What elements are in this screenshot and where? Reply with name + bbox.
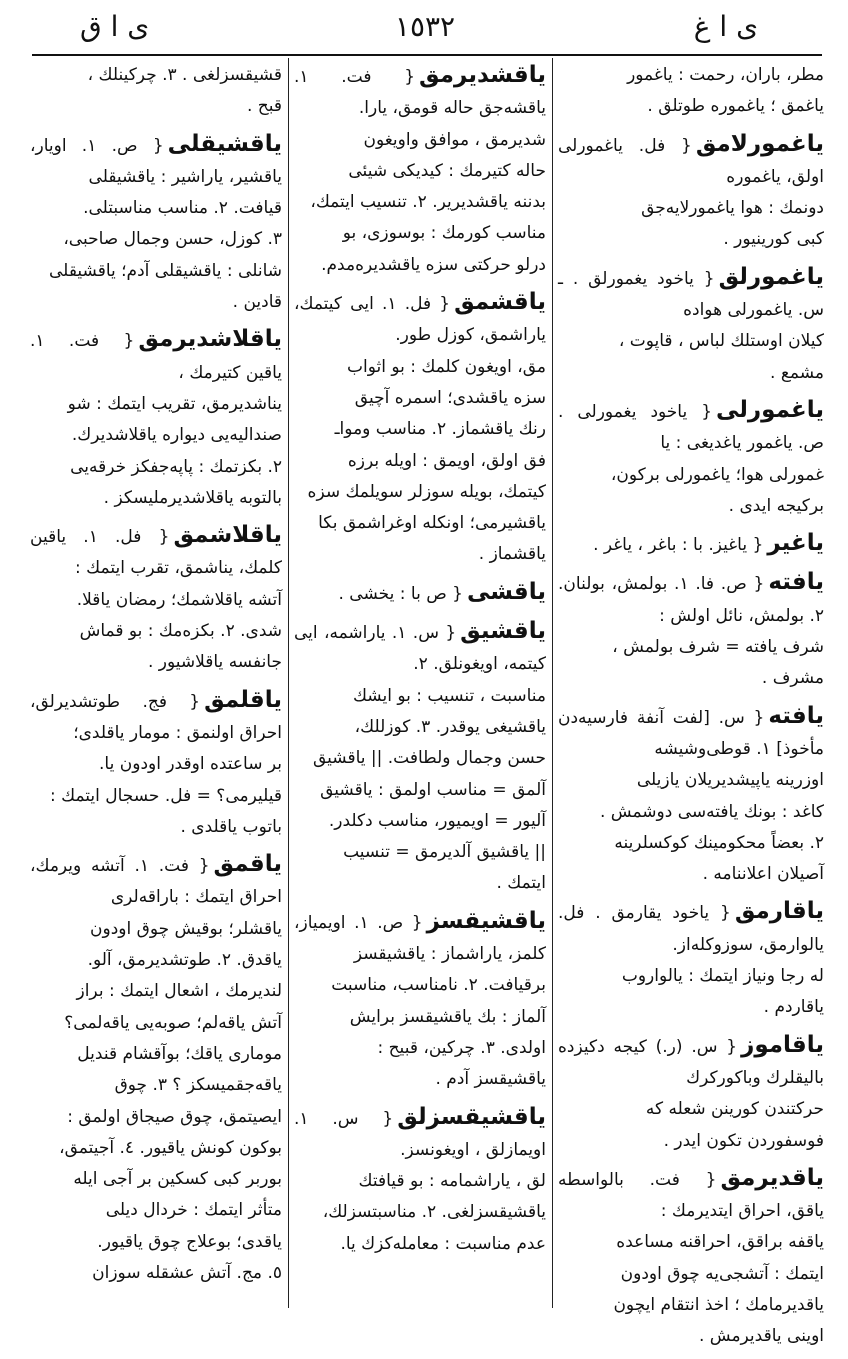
- entry-text: قادین .: [232, 292, 282, 313]
- entry-line: [30, 256, 282, 287]
- entry-text: حاله کتیرمك : کیدیکی شیئی: [348, 160, 546, 181]
- entry-headword: یاقاموز: [741, 1031, 824, 1058]
- entry-text: یاقدی؛ بوعلاج چوق یاقیور.: [97, 1231, 282, 1252]
- dictionary-entry: [30, 129, 282, 319]
- entry-line: [294, 187, 546, 218]
- entry-text: { فت. بالواسطه یاقق، احراق ایتدیرمك :: [558, 1169, 824, 1222]
- dictionary-entry: [558, 528, 824, 561]
- entry-line: [558, 224, 824, 255]
- dictionary-entry: [30, 520, 282, 678]
- entry-text: { فل. یاغمورلی اولق، یاغموره: [558, 135, 824, 187]
- entry-text: حرکتندن کورینن شعله که: [645, 1099, 824, 1120]
- entry-line: [294, 125, 546, 156]
- entry-text: سزه یاقشدی؛ اسمره آچیق: [354, 387, 546, 408]
- dictionary-entry: [30, 849, 282, 1289]
- entry-line: [294, 577, 546, 610]
- entry-line: [30, 420, 282, 451]
- entry-text: بدننه یاقشدیریر. ٢. تنسیب ایتمك،: [310, 192, 546, 213]
- entry-line: [30, 616, 282, 647]
- entry-line: [294, 1002, 546, 1033]
- entry-text: قیافت. ٢. مناسب مناسبتلی.: [83, 198, 282, 219]
- entry-text: آلمق = مناسب اولمق : یاقشیق: [320, 779, 546, 800]
- entry-text: عدم مناسبت : معامله‌کزك یا.: [340, 1233, 546, 1254]
- entry-line: [558, 663, 824, 694]
- entry-text: || یاقشیق آلدیرمق = تنسیب: [343, 842, 546, 863]
- entry-line: [30, 224, 282, 255]
- entry-line: [558, 60, 824, 91]
- entry-headword: یاقلمق: [204, 686, 282, 713]
- entry-text: مق، اویغون کلمك : بو اثواب: [346, 356, 546, 377]
- entry-line: [30, 520, 282, 585]
- entry-text: ایتمك .: [496, 873, 546, 894]
- entry-text: رنك یاقشماز. ٢. مناسب ومواـ: [334, 419, 546, 440]
- entry-line: [294, 681, 546, 712]
- entry-line: [30, 647, 282, 678]
- entry-line: [294, 1033, 546, 1064]
- entry-text: یاقدق. ٢. طوتشدیرمق، آلو.: [87, 950, 282, 971]
- entry-line: [294, 775, 546, 806]
- entry-line: [294, 1229, 546, 1260]
- entry-text: قبح .: [246, 96, 282, 117]
- entry-line: [558, 992, 824, 1023]
- entry-line: [30, 914, 282, 945]
- entry-line: [558, 91, 824, 122]
- entry-line: [558, 1126, 824, 1157]
- entry-headword: یاقشدیرمق: [419, 62, 546, 88]
- entry-text: شدی. ٢. بکزه‌مك : بو قماش: [79, 621, 282, 642]
- dictionary-entry: [294, 1102, 546, 1260]
- entry-line: [558, 262, 824, 327]
- entry-text: کیلان اوستلك لباس ، قاپوت ،: [618, 331, 824, 352]
- dictionary-entry: [294, 906, 546, 1096]
- entry-text: قیلیرمی؟ = فل. حسجال ایتمك :: [49, 785, 282, 806]
- entry-line: [294, 539, 546, 570]
- column-divider: [288, 58, 289, 1308]
- entry-text: یاقشماز .: [478, 544, 546, 565]
- entry-text: آصیلان اعلاننامه .: [702, 864, 824, 885]
- entry-text: { فج. طوتشدیرلق، احراق اولنمق : مومار یاقلدی؛: [30, 691, 282, 743]
- column-right: [558, 60, 824, 1347]
- entry-text: مطر، باران، رحمت : یاغمور: [627, 65, 824, 85]
- entry-text: متأثر ایتمك : خردال دیلی: [105, 1200, 282, 1221]
- entry-line: [30, 1102, 282, 1133]
- entry-text: حسن وجمال ولطافت. || یاقشیق: [312, 748, 546, 769]
- entry-text: لندیرمك ، اشعال ایتمك : براز: [76, 981, 282, 1002]
- entry-line: [294, 156, 546, 187]
- entry-line: [294, 712, 546, 743]
- entry-line: [558, 896, 824, 961]
- entry-line: [558, 1227, 824, 1258]
- entry-line: [294, 616, 546, 681]
- entry-text: کاغد : بونك یافته‌سی دوشمش .: [599, 801, 824, 822]
- entry-text: درلو حرکتی سزه یاقشدیره‌مدم.: [321, 254, 546, 275]
- entry-text: کیتمك، بویله سوزلر سویلمك سزه: [307, 481, 546, 502]
- entry-text: مشرف .: [761, 668, 824, 689]
- entry-text: برکیجه ایدی .: [728, 495, 824, 516]
- entry-line: [558, 1030, 824, 1095]
- entry-headword: یاقشی: [466, 578, 546, 605]
- dictionary-entry: [558, 567, 824, 694]
- entry-line: [294, 1064, 546, 1095]
- entry-line: [558, 1290, 824, 1321]
- entry-line: [294, 446, 546, 477]
- entry-text: اوینی یاقدیرمش .: [698, 1326, 824, 1347]
- entry-line: [294, 414, 546, 445]
- entry-line: [558, 460, 824, 491]
- entry-line: [558, 961, 824, 992]
- entry-line: [30, 1070, 282, 1101]
- entry-line: [558, 701, 824, 766]
- entry-text: { یاخود یقارمق . فل. یالوارمق، سوزوکله‌از.: [558, 903, 824, 955]
- entry-line: [30, 91, 282, 122]
- entry-line: [30, 60, 282, 91]
- entry-line: [294, 837, 546, 868]
- entry-line: [30, 749, 282, 780]
- entry-line: [30, 812, 282, 843]
- entry-line: [294, 287, 546, 352]
- dictionary-entry: [558, 395, 824, 522]
- entry-text: جانفسه یاقلاشیور .: [147, 652, 282, 673]
- running-header-left: ی ا ق: [80, 10, 150, 43]
- column-middle: [294, 60, 546, 1305]
- entry-text: { س. (ر.) کیجه دکیزده بالیقلرك وباکورکرك: [558, 1036, 824, 1088]
- entry-line: [294, 1197, 546, 1228]
- entry-text: له رجا ونیاز ایتمك : یالواروب: [621, 966, 824, 987]
- entry-text: یاقفه براقق، احراقنه مساعده: [616, 1232, 824, 1253]
- entry-text: { ص. ١. اویمیاز، کلمز، یاراشماز : یاقشیقسز: [294, 912, 546, 965]
- entry-line: [30, 781, 282, 812]
- entry-text: یاقاردم .: [763, 997, 824, 1018]
- entry-text: شرف یافته = شرف بولمش ،: [612, 637, 824, 658]
- entry-line: [294, 743, 546, 774]
- entry-line: [30, 1008, 282, 1039]
- entry-line: [558, 358, 824, 389]
- entry-line: [558, 859, 824, 890]
- entry-text: یاغمق ؛ یاغموره طوتلق .: [647, 96, 824, 117]
- entry-line: [294, 1166, 546, 1197]
- entry-line: [30, 945, 282, 976]
- entry-line: [30, 193, 282, 224]
- entry-text: ٣. کوزل، حسن وجمال صاحبی،: [63, 229, 282, 250]
- entry-text: { ص. فا. ١. بولمش، بولنان. ٢. بولمش، نائل اولش :: [558, 574, 824, 626]
- column-left: [30, 60, 282, 1305]
- entry-line: [558, 765, 824, 796]
- entry-text: ٢. بکزتمك : پاپه‌جفکز خرقه‌یی: [70, 456, 282, 477]
- entry-line: [294, 906, 546, 971]
- entry-line: [558, 828, 824, 859]
- entry-line: [294, 806, 546, 837]
- entry-text: { یاخود یغمورلی . ص. یاغمور یاغدیغی : یا: [558, 401, 824, 454]
- entry-text: بوربر کبی کسکین بر آجی ایله: [73, 1169, 282, 1190]
- entry-line: [558, 528, 824, 561]
- entry-text: { ص با : یخشی .: [338, 583, 463, 604]
- entry-text: صندالیه‌یی دیواره یاقلاشدیرك.: [71, 425, 282, 446]
- dictionary-entry: [558, 896, 824, 1023]
- entry-text: مناسبت ، تنسیب : بو ایشك: [352, 685, 546, 706]
- entry-line: [558, 193, 824, 224]
- entry-headword: یاقارمق: [734, 898, 824, 925]
- entry-text: آتشه یاقلاشمك؛ رمضان یاقلا.: [76, 589, 282, 610]
- entry-headword: یاقمق: [213, 851, 282, 878]
- dictionary-entry: [558, 60, 824, 123]
- entry-headword: یافته: [768, 569, 824, 596]
- entry-text: ٥. مج. آتش عشقله سوزان: [92, 1262, 282, 1283]
- entry-text: بوکون کونش یاقیور. ٤. آجیتمق،: [59, 1137, 282, 1158]
- entry-line: [30, 483, 282, 514]
- entry-text: { فل. ١. یاقین کلمك، یناشمق، تقرب ایتمك :: [30, 527, 282, 579]
- entry-line: [558, 491, 824, 522]
- entry-line: [30, 287, 282, 318]
- entry-line: [30, 324, 282, 389]
- entry-line: [558, 567, 824, 632]
- entry-spacer: [558, 1353, 824, 1359]
- entry-text: { س. [لفت آنفة فارسیه‌دن مأخوذ] ١. قوطی‌وشیشه: [558, 707, 824, 759]
- entry-text: یاقشلر؛ بوقیش چوق اودون: [90, 918, 282, 939]
- entry-text: یاقشیرمی؛ اونکله اوغراشمق بکا: [318, 513, 546, 534]
- entry-headword: یاغیر: [767, 530, 824, 557]
- dictionary-entry: [294, 287, 546, 571]
- entry-headword: یاقلاشمق: [173, 522, 283, 549]
- entry-line: [30, 1195, 282, 1226]
- entry-text: بالتوبه یاقلاشدیرملیسکز .: [103, 487, 282, 508]
- page-number: ١٥٣٢: [394, 10, 456, 43]
- entry-text: آتش یاقه‌لم؛ صوبه‌یی یاقه‌لمی؟: [64, 1012, 282, 1033]
- entry-line: [558, 1094, 824, 1125]
- dictionary-entry: [294, 616, 546, 900]
- entry-headword: یاغمورلامق: [695, 130, 824, 157]
- entry-headword: یاقلاشدیرمق: [138, 326, 282, 353]
- column-divider: [552, 58, 553, 1308]
- entry-text: لق ، یاراشمامه : بو قیافتك: [358, 1171, 546, 1192]
- entry-line: [558, 395, 824, 460]
- running-header-right: ی ا غ: [693, 10, 758, 43]
- entry-line: [294, 1102, 546, 1167]
- entry-text: اولدی. ٣. چرکین، قبیح :: [377, 1037, 546, 1058]
- dictionary-entry: [558, 1163, 824, 1353]
- entry-text: { فل. ١. ایی کیتمك، یاراشمق، کوزل طور.: [294, 294, 546, 346]
- entry-line: [558, 129, 824, 194]
- entry-headword: یاغمورلق: [718, 263, 824, 290]
- entry-text: { فت. ١. یاقشه‌جق حاله قومق، یارا.: [294, 67, 546, 119]
- entry-spacer: [294, 1260, 546, 1266]
- entry-line: [30, 452, 282, 483]
- entry-line: [294, 477, 546, 508]
- entry-headword: یاقشیقسزلق: [397, 1103, 546, 1130]
- entry-line: [294, 250, 546, 281]
- entry-headword: یافته: [768, 702, 824, 729]
- entry-line: [558, 1259, 824, 1290]
- entry-text: شانلی : یاقشیقلی آدم؛ یاقشیقلی: [49, 260, 282, 281]
- entry-line: [30, 389, 282, 420]
- dictionary-entry: [30, 324, 282, 514]
- entry-line: [558, 797, 824, 828]
- entry-headword: یاقشیقسز: [426, 907, 546, 934]
- entry-text: اوزرینه یاپیشدیریلان یازیلی: [636, 770, 824, 791]
- entry-text: { فت. ١. یاقین کتیرمك ،: [30, 331, 282, 383]
- entry-line: [30, 1133, 282, 1164]
- entry-line: [558, 326, 824, 357]
- entry-line: [294, 218, 546, 249]
- dictionary-entry: [558, 262, 824, 389]
- entry-text: ایتمك : آتشجی‌یه چوق اودون: [620, 1263, 824, 1284]
- entry-text: یاقه‌جقمیسکز ؟ ٣. چوق: [114, 1075, 282, 1096]
- header-rule: [32, 54, 822, 56]
- dictionary-entry: [558, 1030, 824, 1157]
- entry-line: [294, 383, 546, 414]
- entry-line: [30, 1258, 282, 1289]
- entry-text: مشمع .: [770, 362, 824, 383]
- entry-headword: یاقدیرمق: [720, 1164, 824, 1191]
- entry-text: یاقدیرمامك ؛ اخذ انتقام ایچون: [613, 1294, 824, 1315]
- dictionary-entry: [558, 701, 824, 891]
- entry-text: فق اولق، اویمق : اویله برزه: [347, 450, 546, 471]
- entry-line: [30, 849, 282, 914]
- dictionary-entry: [294, 577, 546, 610]
- entry-headword: یاغمورلی: [716, 396, 824, 423]
- entry-line: [558, 632, 824, 663]
- entry-text: شدیرمق ، موافق واویغون: [363, 129, 546, 150]
- entry-text: بر ساعتده اوقدر اودون یا.: [99, 754, 282, 775]
- entry-text: یاقشیقسز آدم .: [435, 1069, 546, 1090]
- entry-text: ایصیتمق، چوق صیجاق اولمق :: [67, 1106, 282, 1127]
- entry-line: [30, 585, 282, 616]
- entry-text: { س. ١. یاراشمه، ایی کیتمه، اویغونلق. ٢.: [294, 623, 546, 675]
- entry-line: [294, 970, 546, 1001]
- entry-text: آلیور = اویمیور، مناسب دکلدر.: [328, 810, 546, 831]
- dictionary-entry: [30, 685, 282, 843]
- dictionary-entry: [558, 129, 824, 256]
- entry-line: [30, 1227, 282, 1258]
- dictionary-entry: [30, 60, 282, 123]
- entry-text: قشیقسزلغی . ٣. چرکینلك ،: [87, 65, 282, 85]
- entry-text: { ص. ١. اویار، یاقشیر، یاراشیر : یاقشیقلی: [30, 135, 282, 187]
- entry-text: یاقشیقسزلغی. ٢. مناسبتسزلك،: [322, 1202, 546, 1223]
- entry-line: [558, 1321, 824, 1352]
- entry-line: [294, 868, 546, 899]
- entry-line: [294, 508, 546, 539]
- entry-text: باتوب یاقلدی .: [180, 816, 282, 837]
- entry-line: [558, 1163, 824, 1228]
- entry-line: [30, 1164, 282, 1195]
- entry-headword: یاقشیقلی: [167, 130, 282, 157]
- entry-line: [294, 352, 546, 383]
- entry-text: مناسب کورمك : بوسوزی، بو: [342, 223, 546, 244]
- entry-text: یناشدیرمق، تقریب ایتمك : شو: [67, 393, 282, 414]
- entry-text: { یاغیز. با : باغر ، یاغر .: [593, 535, 764, 556]
- entry-line: [30, 129, 282, 194]
- entry-text: آلماز : بك یاقشیقسز برایش: [349, 1006, 546, 1027]
- entry-text: یاقشیغی یوقدر. ٣. کوزللك،: [354, 716, 546, 737]
- entry-text: دونمك : هوا یاغمورلایه‌جق: [641, 198, 824, 219]
- entry-line: [30, 976, 282, 1007]
- entry-line: [30, 1039, 282, 1070]
- entry-line: [294, 60, 546, 125]
- dictionary-entry: [294, 60, 546, 281]
- entry-text: غمورلی هوا؛ یاغمورلی برکون،: [610, 464, 824, 485]
- entry-text: فوسفوردن تکون ایدر .: [663, 1130, 824, 1151]
- entry-text: کبی کورینیور .: [723, 229, 824, 250]
- entry-text: { س. ١. اویمازلق ، اویغونسز.: [294, 1108, 546, 1160]
- entry-text: برقیافت. ٢. نامناسب، مناسبت: [331, 975, 546, 996]
- entry-headword: یاقشمق: [454, 289, 546, 316]
- entry-text: ٢. بعضاً محکومینك کوکسلرینه: [614, 832, 824, 853]
- entry-headword: یاقشیق: [460, 618, 547, 645]
- entry-text: { فت. ١. آتشه ویرمك، احراق ایتمك : باراقه‌لری: [30, 856, 282, 908]
- entry-line: [30, 685, 282, 750]
- entry-spacer: [30, 1289, 282, 1295]
- entry-text: مومارى یاقك؛ بوآقشام قندیل: [77, 1043, 282, 1064]
- entry-text: { یاخود یغمورلق . ـ س. یاغمورلی هواده: [558, 268, 824, 321]
